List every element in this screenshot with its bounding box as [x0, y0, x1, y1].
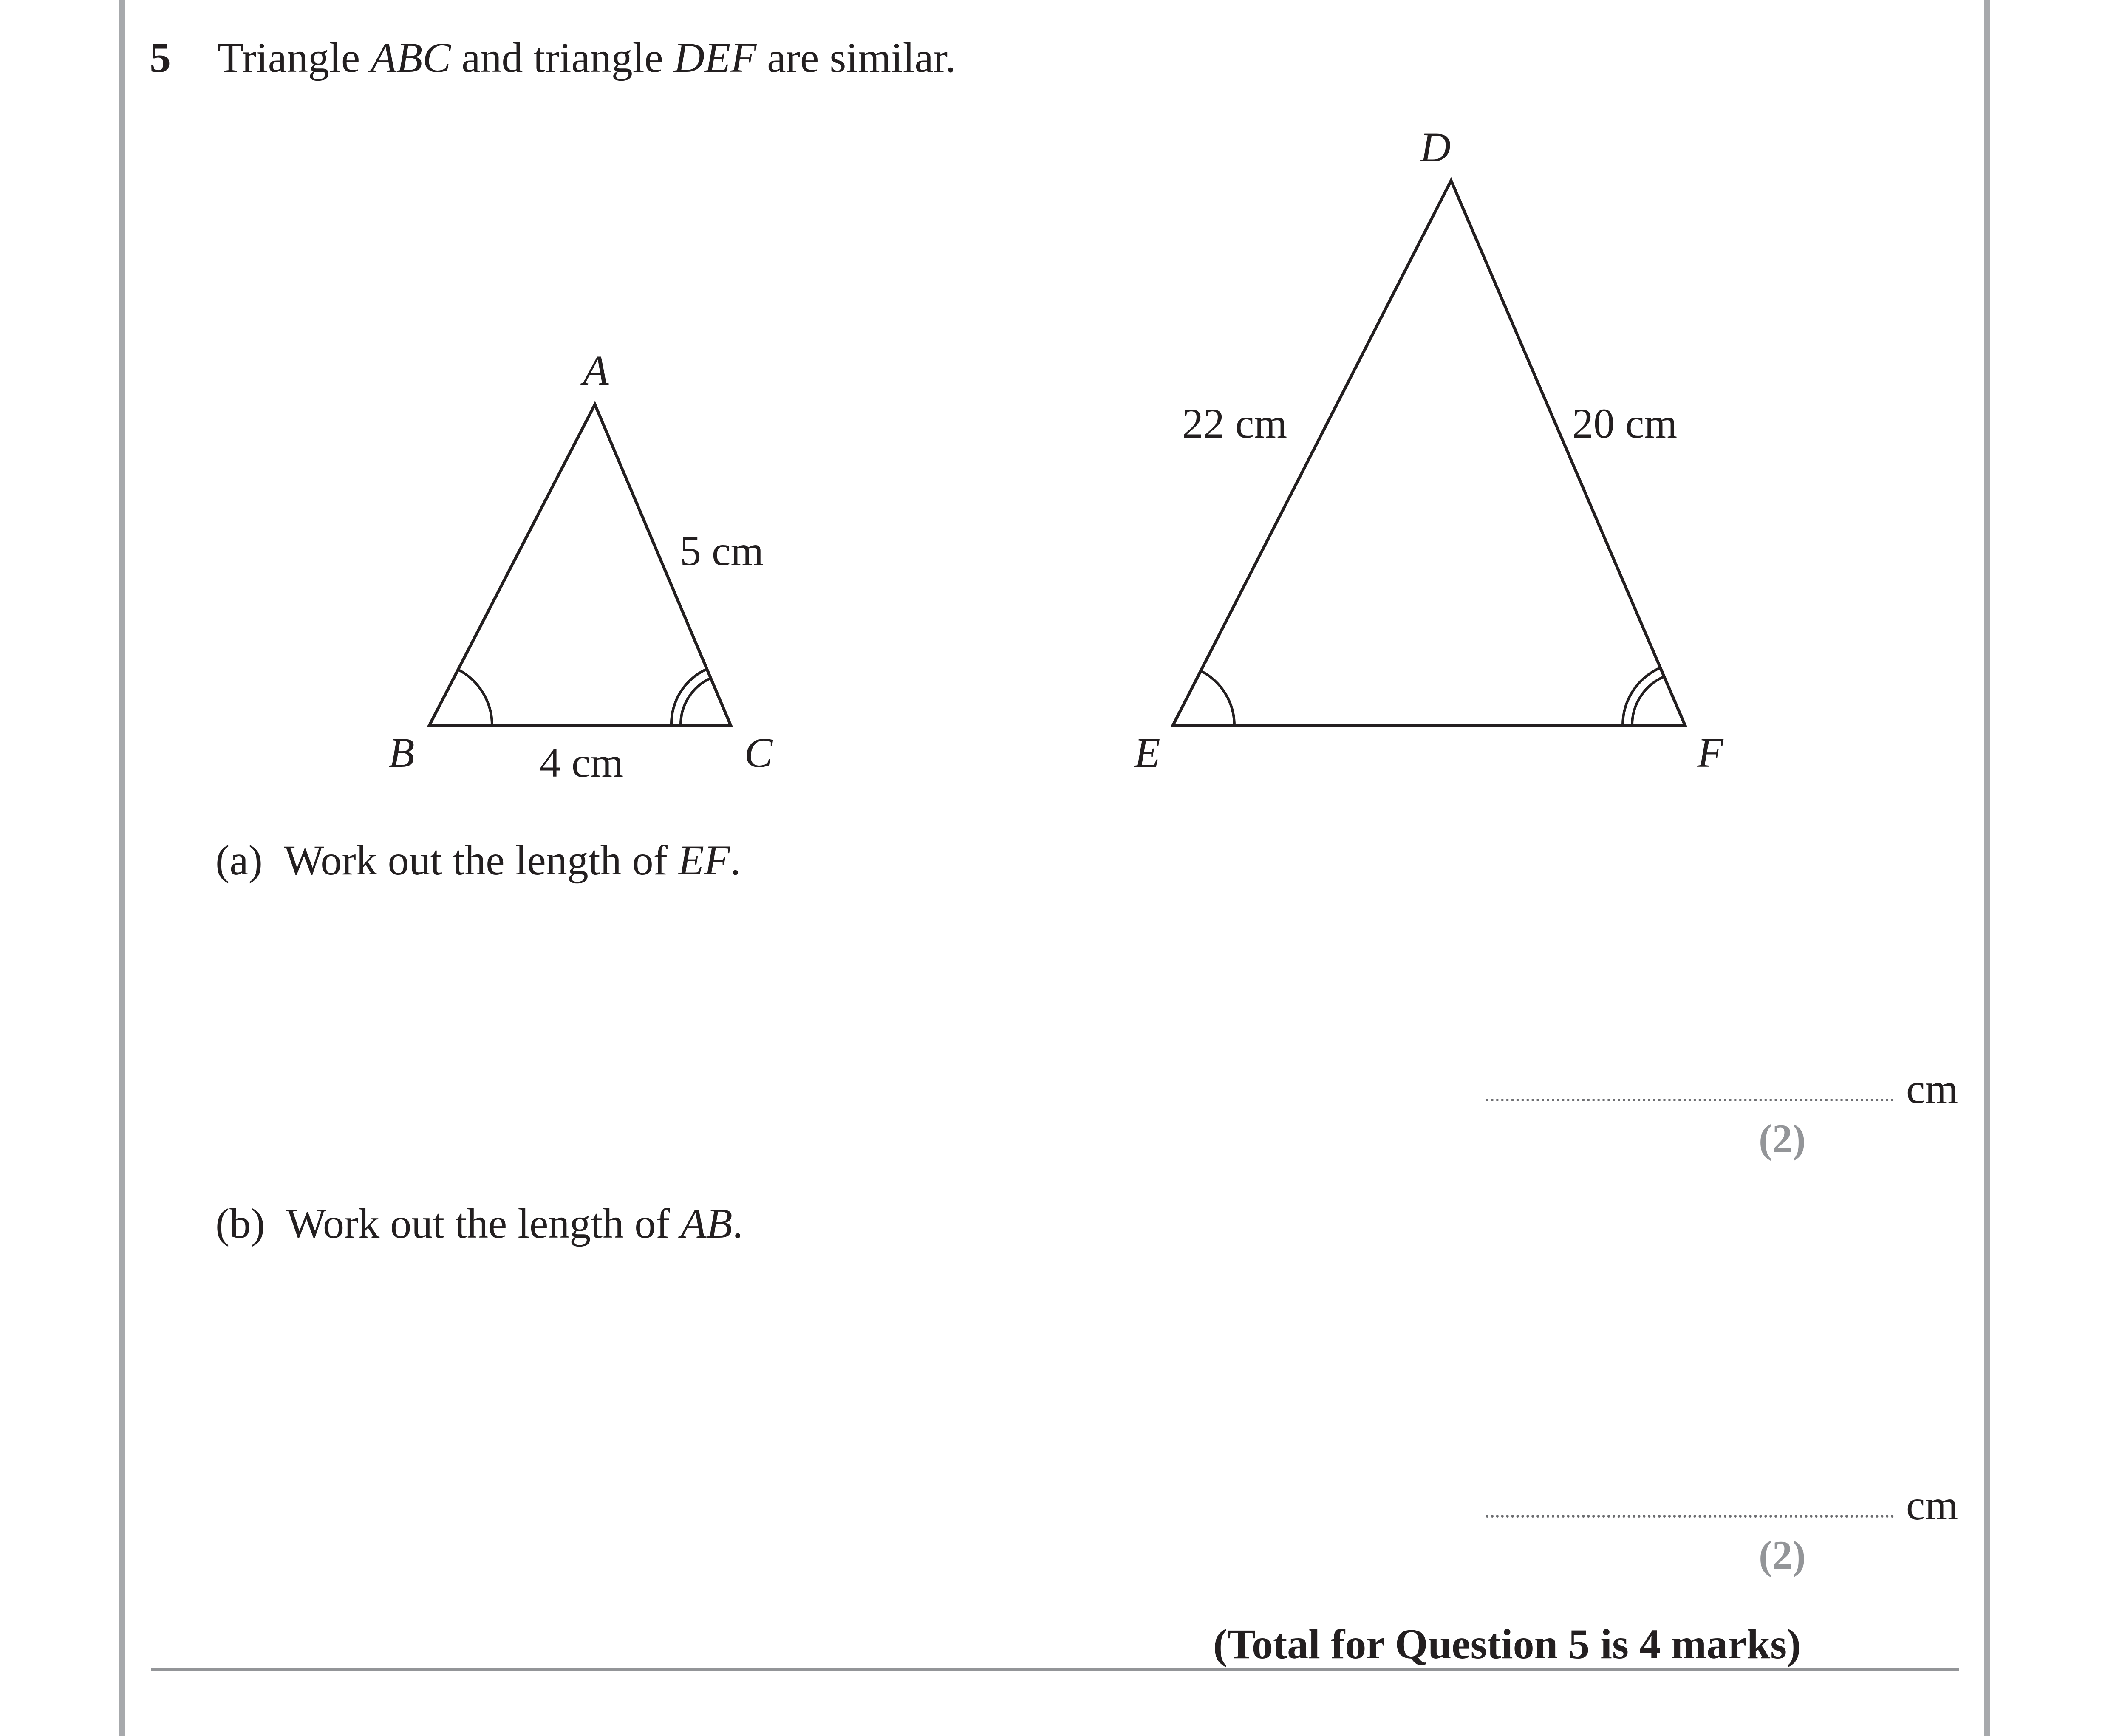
side-label-bc: 4 cm [540, 739, 624, 786]
side-label-ac: 5 cm [680, 527, 764, 574]
angle-e-arc [1201, 671, 1234, 726]
part-a-label: (a) [215, 837, 263, 884]
part-b-question [215, 1202, 743, 1245]
stem-text-3: are similar. [756, 34, 956, 81]
triangle-abc [388, 347, 773, 786]
part-a-prompt: Work out the length of [284, 837, 678, 884]
part-b-unit: cm [1906, 1482, 1958, 1529]
part-b-target: AB [680, 1200, 733, 1247]
vertex-label-a: A [583, 347, 609, 394]
part-a-unit: cm [1906, 1065, 1958, 1112]
part-b-label: (b) [215, 1200, 265, 1247]
question-number: 5 [150, 34, 171, 81]
part-a-marks: (2) [1759, 1116, 1806, 1161]
part-b-marks: (2) [1759, 1532, 1806, 1578]
stem-triangle-def: DEF [673, 34, 757, 81]
angle-b-arc [458, 670, 492, 726]
part-a-answer-line[interactable] [1486, 1099, 1894, 1101]
part-a-question [215, 839, 741, 882]
stem-triangle-abc: ABC [371, 34, 451, 81]
stem-text-2: and triangle [451, 34, 674, 81]
vertex-label-f: F [1697, 729, 1723, 776]
side-label-df: 20 cm [1572, 400, 1678, 447]
part-b-end: . [732, 1200, 743, 1247]
vertex-label-b: B [388, 729, 415, 776]
vertex-label-d: D [1420, 124, 1451, 171]
vertex-label-e: E [1134, 729, 1160, 776]
part-b-prompt: Work out the length of [286, 1200, 681, 1247]
side-label-de: 22 cm [1182, 400, 1287, 447]
part-b-answer-line[interactable] [1486, 1515, 1894, 1518]
part-a-target: EF [678, 837, 730, 884]
part-a-end: . [730, 837, 741, 884]
triangle-def-outline [1173, 181, 1685, 726]
stem-text-1: Triangle [218, 34, 371, 81]
vertex-label-c: C [744, 729, 773, 776]
total-marks: (Total for Question 5 is 4 marks) [1213, 1620, 1801, 1668]
bottom-rule [151, 1668, 1959, 1671]
triangle-def [1133, 124, 1723, 776]
